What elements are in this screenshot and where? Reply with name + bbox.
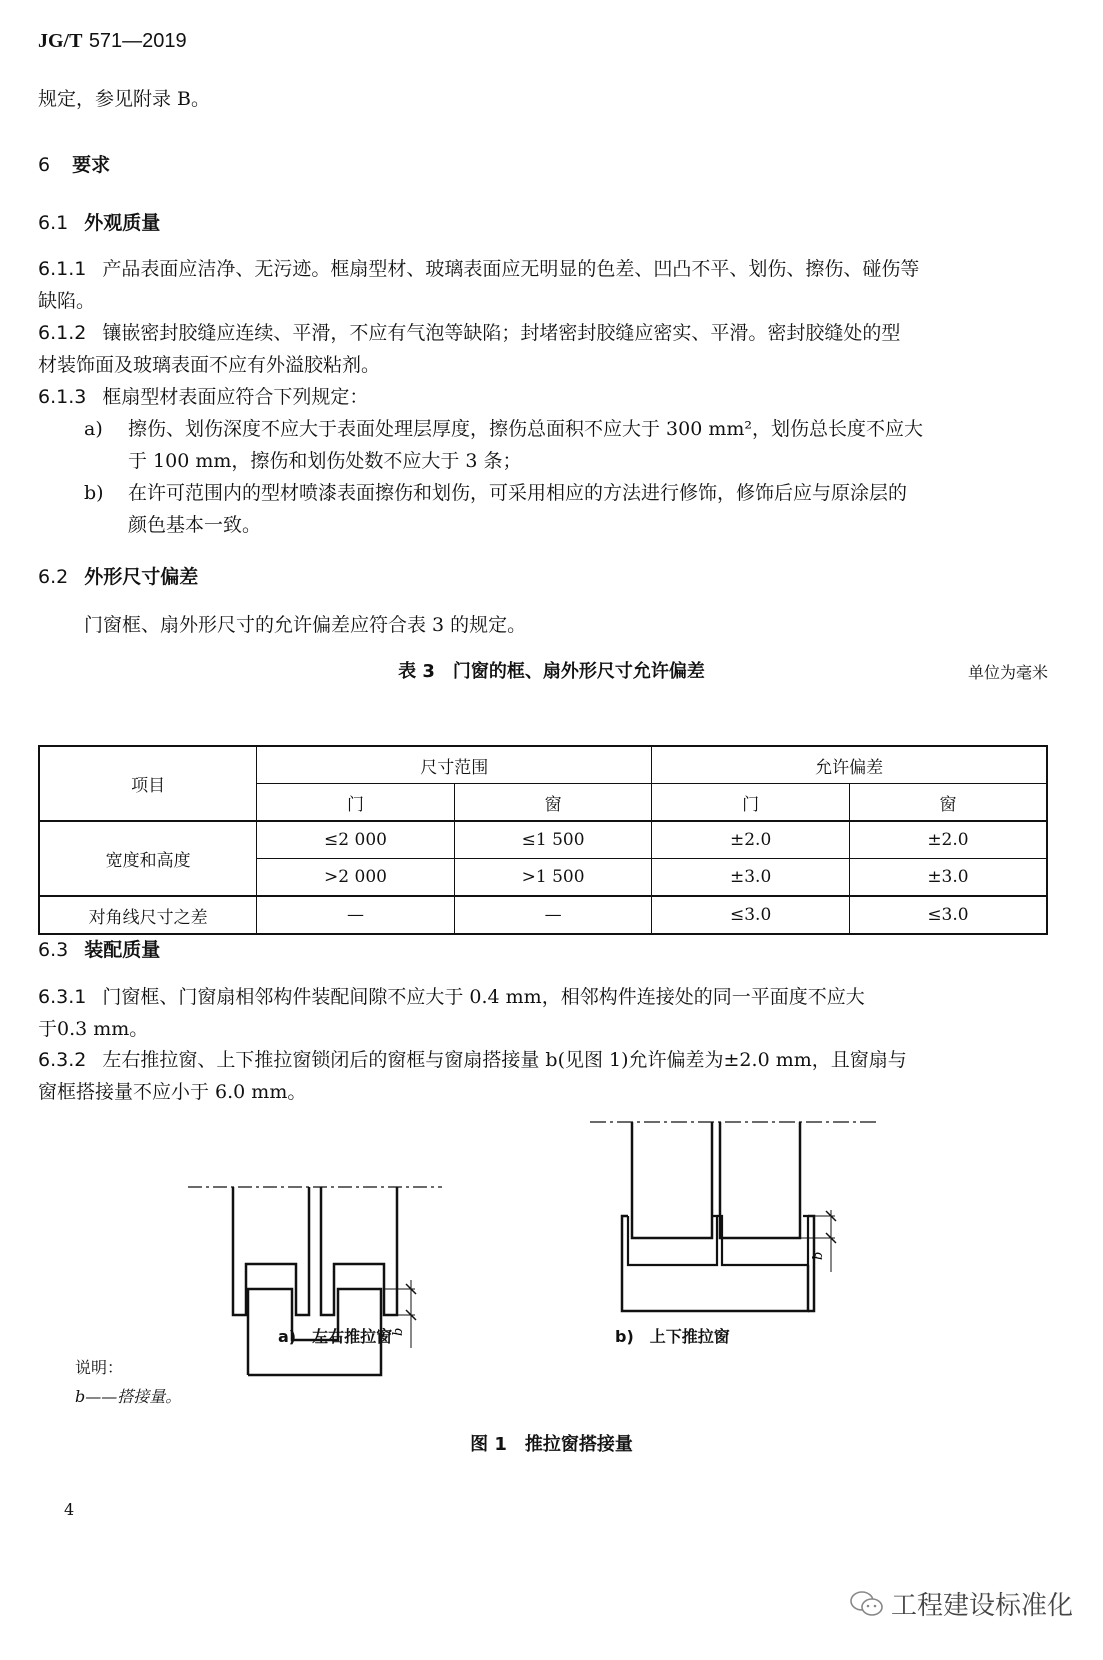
section-6-heading: 6 要求 <box>38 154 111 176</box>
clause-6-3-1: 6.3.1 门窗框、门窗扇相邻构件装配间隙不应大于 0.4 mm，相邻构件连接处的同一平面度不应大 于0.3 mm。 <box>38 986 865 1040</box>
row-label: 宽度和高度 <box>39 821 257 896</box>
sash-left <box>632 1122 712 1238</box>
figure-note-item: b——搭接量。 <box>75 1387 182 1406</box>
figure-1a-left-right-sliding-window <box>150 1160 530 1380</box>
header-range: 尺寸范围 <box>257 746 652 784</box>
inner-channel-right <box>717 1216 808 1265</box>
header-tolerance: 允许偏差 <box>652 746 1047 784</box>
figure-note-title: 说明： <box>75 1358 124 1377</box>
list-item-b: b) 在许可范围内的型材喷漆表面擦伤和划伤，可采用相应的方法进行修饰，修饰后应与原涂层的 颜色基本一致。 <box>84 482 908 536</box>
table-3-unit: 单位为毫米 <box>967 663 1048 682</box>
table-cell: ±3.0 <box>652 859 850 897</box>
list-item-a: a) 擦伤、划伤深度不应大于表面处理层厚度，擦伤总面积不应大于 300 mm²，划伤总长度不应大 于 100 mm，擦伤和划伤处数不应大于 3 条； <box>84 418 923 472</box>
row-label: 对角线尺寸之差 <box>39 896 257 934</box>
section-6-1-heading: 6.1 外观质量 <box>38 212 161 234</box>
subheader-window: 窗 <box>849 784 1047 822</box>
table-cell: ≤2 000 <box>257 821 455 859</box>
clause-6-3-2: 6.3.2 左右推拉窗、上下推拉窗锁闭后的窗框与窗扇搭接量 b(见图 1)允许偏差为±2.0 mm，且窗扇与 窗框搭接量不应小于 6.0 mm。 <box>38 1049 907 1103</box>
subheader-door: 门 <box>257 784 455 822</box>
header-item: 项目 <box>39 746 257 821</box>
continuation-text: 规定，参见附录 B。 <box>38 88 211 110</box>
table-3-caption: 表 3 门窗的框、扇外形尺寸允许偏差 <box>398 661 705 682</box>
figure-1-caption: 图 1 推拉窗搭接量 <box>470 1434 633 1455</box>
sash-right <box>321 1187 397 1315</box>
table-cell: ±2.0 <box>849 821 1047 859</box>
table-cell: ±3.0 <box>849 859 1047 897</box>
frame <box>622 1216 808 1311</box>
table-cell: ≤1 500 <box>454 821 652 859</box>
sash-right <box>720 1122 800 1238</box>
table-cell: >1 500 <box>454 859 652 897</box>
sash-left <box>233 1187 309 1315</box>
clause-6-2-text: 门窗框、扇外形尺寸的允许偏差应符合表 3 的规定。 <box>84 614 527 636</box>
dim-label-b: b <box>391 1327 406 1336</box>
inner-channel-left <box>628 1216 717 1265</box>
table-cell: ≤3.0 <box>652 896 850 934</box>
table-cell: ±2.0 <box>652 821 850 859</box>
figure-1b-up-down-sliding-window <box>590 1100 880 1320</box>
section-6-2-heading: 6.2 外形尺寸偏差 <box>38 566 199 588</box>
clause-6-1-3: 6.1.3 框扇型材表面应符合下列规定： <box>38 386 369 408</box>
clause-6-1-2: 6.1.2 镶嵌密封胶缝应连续、平滑，不应有气泡等缺陷；封堵密封胶缝应密实、平滑。密封胶缝处的型 材装饰面及玻璃表面不应有外溢胶粘剂。 <box>38 322 901 376</box>
section-6-3-heading: 6.3 装配质量 <box>38 939 161 961</box>
wechat-icon <box>849 1588 885 1620</box>
page-number: 4 <box>64 1500 75 1519</box>
table-3 <box>38 745 1048 935</box>
subheader-door: 门 <box>652 784 850 822</box>
dim-label-b: b <box>811 1251 826 1260</box>
table-header-row <box>39 746 1047 784</box>
clause-6-1-1: 6.1.1 产品表面应洁净、无污迹。框扇型材、玻璃表面应无明显的色差、凹凸不平、划伤、擦伤、碰伤等 缺陷。 <box>38 258 920 312</box>
table-cell: — <box>454 896 652 934</box>
watermark: 工程建设标准化 <box>849 1585 1073 1622</box>
table-cell: >2 000 <box>257 859 455 897</box>
subheader-window: 窗 <box>454 784 652 822</box>
table-cell: — <box>257 896 455 934</box>
table-cell: ≤3.0 <box>849 896 1047 934</box>
table-row <box>39 896 1047 934</box>
standard-number: JG/T 571—2019 <box>38 30 187 52</box>
table-row <box>39 821 1047 859</box>
figure-1b-label: b) 上下推拉窗 <box>615 1327 730 1346</box>
figure-1a-label: a) 左右推拉窗 <box>278 1327 393 1346</box>
